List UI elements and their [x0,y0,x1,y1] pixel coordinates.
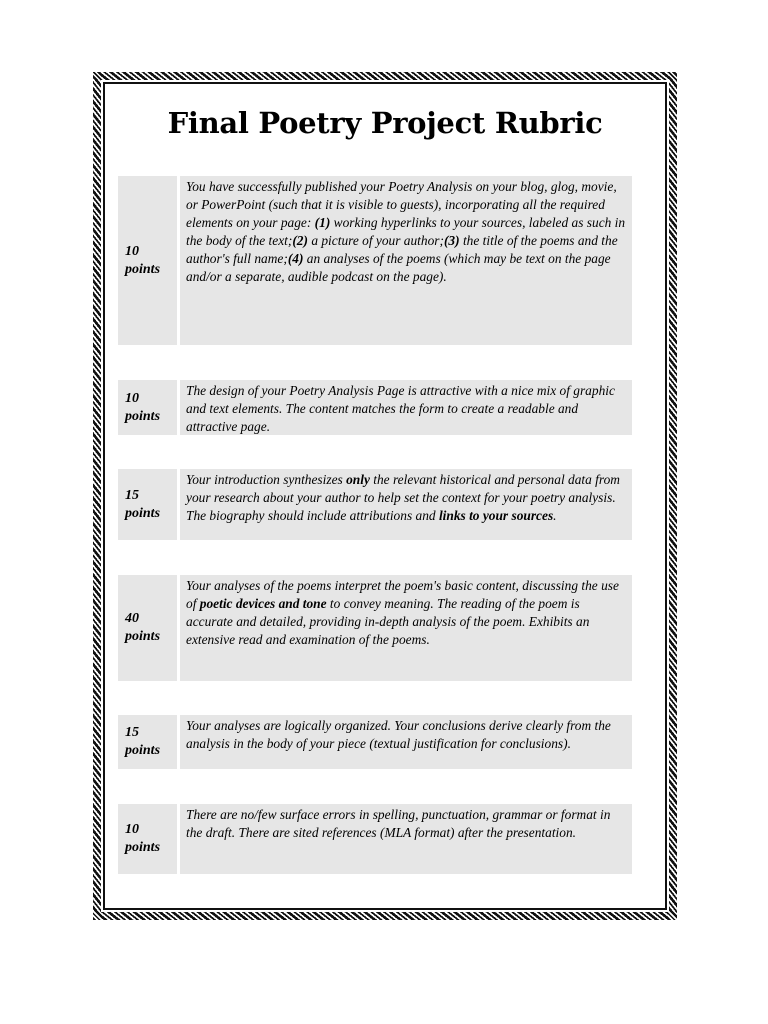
criteria-cell [180,176,632,345]
points-cell: 15 points [118,715,177,769]
points-cell: 10 points [118,176,177,345]
emphasis-text: (1) [314,214,331,230]
criteria-text: an analyses of the poems (which may be text on the page and/or a separate, audible podcast on the page). [186,250,611,284]
criteria-cell [180,715,632,769]
criteria-text: working hyperlinks to your sources, labeled as such in the body of the text; [186,214,626,248]
emphasis-text: links to your sources [438,507,554,523]
rubric-row [118,804,632,874]
points-cell: 10 points [118,804,177,874]
criteria-text: a picture of your author; [307,232,444,248]
rubric-row [118,469,632,540]
criteria-text: the relevant historical and personal data from your research about your author to help set the context for your poetry analysis. The biography should include attributions and [186,472,620,523]
criteria-text: There are no/few surface errors in spelling, punctuation, grammar or format in the draft. There are sited references (MLA format) after the presentation. [186,807,611,840]
emphasis-text: poetic devices and tone [199,595,327,611]
emphasis-text: (3) [443,232,460,248]
rubric-row [118,715,632,769]
criteria-text: Your analyses are logically organized. Your conclusions derive clearly from the analysis in the body of your piece (textual justification for conclusions). [186,718,611,751]
emphasis-text: (2) [292,232,308,248]
criteria-text: Your analyses of the poems interpret the poem's basic content, discussing the use of [186,578,619,611]
points-cell: 40 points [118,575,177,681]
criteria-text: You have successfully published your Poetry Analysis on your blog, glog, movie, or PowerPoint (such that it is visible to guests), incorporating all the required elements on your page: [186,179,617,230]
criteria-text: The design of your Poetry Analysis Page is attractive with a nice mix of graphic and text elements. The content matches the form to create a readable and attractive page. [186,383,615,434]
rubric-row [118,176,632,345]
criteria-cell [180,804,632,874]
criteria-cell [180,380,632,435]
criteria-text: Your introduction synthesizes [186,472,347,487]
points-cell: 15 points [118,469,177,540]
emphasis-text: only [346,472,370,487]
criteria-text: . [553,507,557,523]
emphasis-text: (4) [287,250,304,266]
criteria-cell [180,469,632,540]
rubric-row [118,575,632,681]
points-cell: 10 points [118,380,177,435]
page-title: Final Poetry Project Rubric [167,106,603,140]
criteria-text: the title of the poems and the author's full name; [186,232,618,266]
criteria-cell [180,575,632,681]
criteria-text: to convey meaning. The reading of the poem is accurate and detailed, providing in-depth analysis of the poem. Exhibits an extensive read and examination of the poems. [186,595,590,647]
rubric-row [118,380,632,435]
